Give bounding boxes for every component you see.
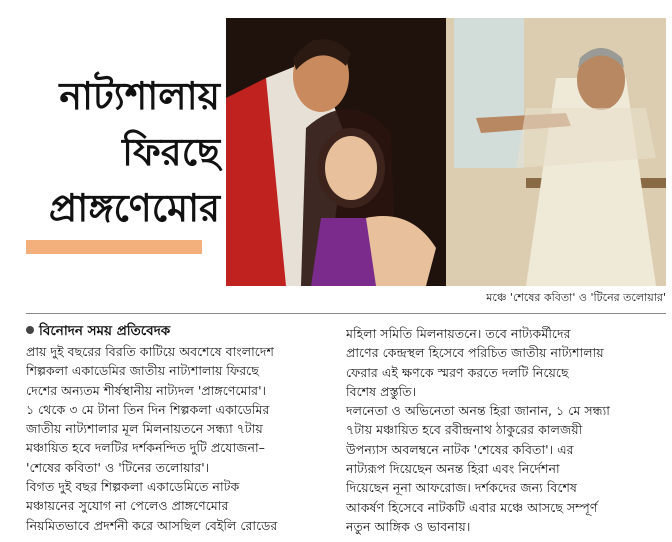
bullet-icon <box>26 326 34 334</box>
article-column-left <box>26 342 326 535</box>
headline-accent-bar <box>26 240 202 254</box>
article-column-right <box>346 324 666 536</box>
byline <box>26 322 170 340</box>
body-line: মহিলা সমিতি মিলনায়তনে। তবে নাট্যকর্মীদের <box>346 326 571 341</box>
body-line: ৭টায় মঞ্চায়িত হবে রবীন্দ্রনাথ ঠাকুরের কালজয়ী <box>346 422 583 438</box>
body-line: মঞ্চায়িত হবে দলটির দর্শকনন্দিত দুটি প্রযোজনা– <box>26 440 265 456</box>
body-line: বিশেষ প্রস্তুতি। <box>346 383 417 399</box>
body-line: প্রাণের কেন্দ্রস্থল হিসেবে পরিচিত জাতীয় নাট্যশালায় <box>346 345 604 361</box>
body-line: বিগত দুই বছর শিল্পকলা একাডেমিতে নাটক <box>26 479 240 495</box>
body-line: ফেরার এই ক্ষণকে স্মরণ করতে দলটি নিয়েছে <box>346 364 569 380</box>
byline-text: বিনোদন সময় প্রতিবেদক <box>39 323 171 339</box>
body-line: নিয়মিতভাবে প্রদর্শনী করে আসছিল বেইলি রোডের <box>26 517 278 533</box>
body-line: প্রায় দুই বছরের বিরতি কাটিয়ে অবশেষে বাংলাদেশ <box>26 344 274 359</box>
body-line: ১ থেকে ৩ মে টানা তিন দিন শিল্পকলা একাডেমির <box>26 401 270 417</box>
body-line: দলনেতা ও অভিনেতা অনন্ত হিরা জানান, ১ মে সন্ধ্যা <box>346 403 610 419</box>
body-line: জাতীয় নাট্যশালার মূল মিলনায়তনে সন্ধ্যা ৭টায় <box>26 421 263 437</box>
body-line: শিল্পকলা একাডেমির জাতীয় নাট্যশালায় ফিরছে <box>26 363 259 379</box>
stage-photo <box>226 18 666 286</box>
headline-line-3: প্রাঙ্গণেমোর <box>48 186 220 230</box>
body-line: দিয়েছেন নূনা আফরোজ। দর্শকদের জন্য বিশেষ <box>346 480 577 496</box>
divider <box>26 313 666 314</box>
headline-line-1: নাট্যশালায় <box>59 74 220 118</box>
body-line: নতুন আঙ্গিক ও ভাবনায়। <box>346 518 471 534</box>
body-line: দেশের অন্যতম শীর্ষস্থানীয় নাট্যদল 'প্রাঙ্গণেমোর'। <box>26 382 267 398</box>
body-line: নাট্যরূপ দিয়েছেন অনন্ত হিরা এবং নির্দেশনা <box>346 461 560 477</box>
stage-photo-illustration <box>226 18 666 286</box>
headline <box>22 68 220 236</box>
photo-caption: মঞ্চে 'শেষের কবিতা' ও 'টিনের তলোয়ার' <box>486 291 666 304</box>
body-line: আকর্ষণ হিসেবে নাটকটি এবার মঞ্চে আসছে সম্পূর্ণ <box>346 499 598 515</box>
body-line: মঞ্চায়নের সুযোগ না পেলেও প্রাঙ্গণেমোর <box>26 498 229 514</box>
headline-line-2: ফিরছে <box>122 130 220 174</box>
body-line: 'শেষের কবিতা' ও 'টিনের তলোয়ার'। <box>26 459 210 475</box>
body-line: উপন্যাস অবলম্বনে নাটক 'শেষের কবিতা'। এর <box>346 441 574 457</box>
